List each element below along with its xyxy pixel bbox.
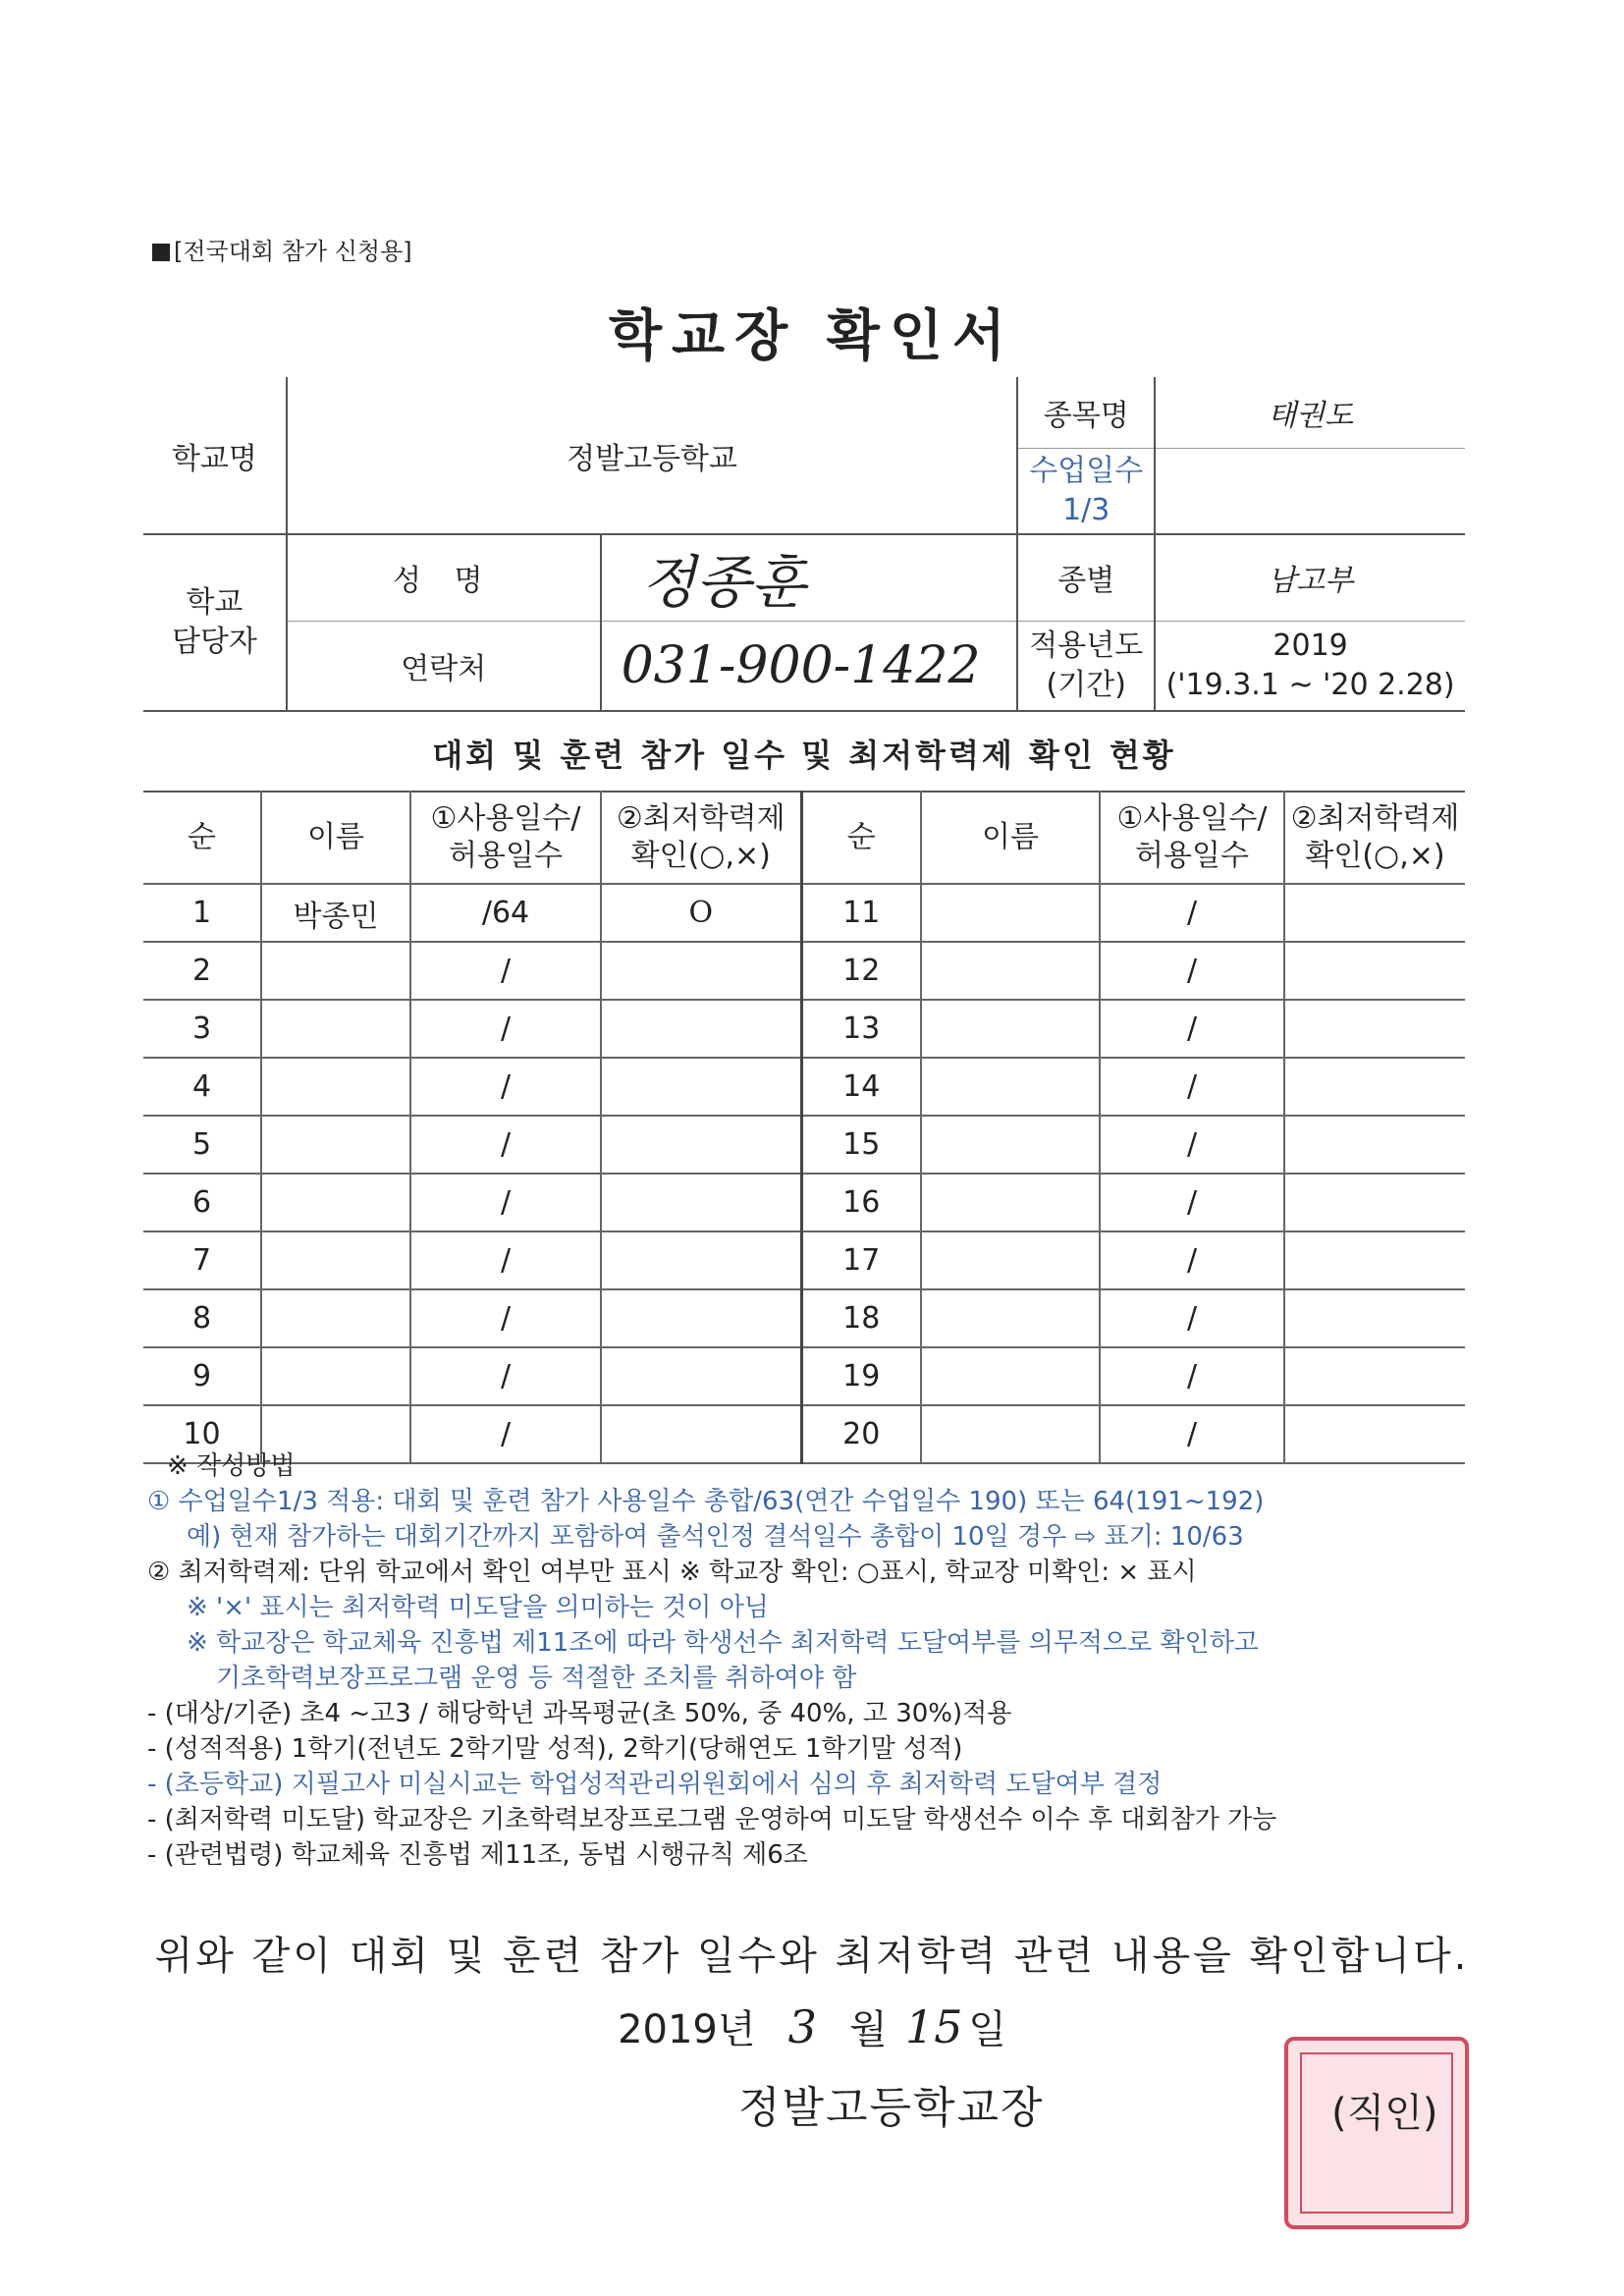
table-row bbox=[143, 942, 1465, 1000]
row-check bbox=[601, 1347, 801, 1405]
table-row bbox=[143, 1231, 1465, 1289]
row-no: 6 bbox=[143, 1174, 261, 1231]
table-row bbox=[143, 1289, 1465, 1347]
row-days-right: / bbox=[1100, 1116, 1284, 1174]
manager-label-2: 담당자 bbox=[171, 625, 257, 659]
row-name bbox=[261, 1174, 410, 1231]
row-no-right: 18 bbox=[801, 1289, 921, 1347]
table-row bbox=[143, 884, 1465, 942]
header-name-right: 이름 bbox=[921, 792, 1100, 884]
row-no: 3 bbox=[143, 1000, 261, 1058]
closing-statement: 위와 같이 대회 및 훈련 참가 일수와 최저학력 관련 내용을 확인합니다. bbox=[154, 1934, 1470, 1979]
row-days-right: / bbox=[1100, 1058, 1284, 1116]
row-no: 2 bbox=[143, 942, 261, 1000]
row-no: 5 bbox=[143, 1116, 261, 1174]
sport-label: 종목명 bbox=[1017, 377, 1155, 448]
row-days-right: / bbox=[1100, 1174, 1284, 1231]
row-days: / bbox=[410, 1347, 601, 1405]
name-label: 성 명 bbox=[287, 534, 601, 621]
row-check bbox=[601, 1116, 801, 1174]
note-line: ② 최저학력제: 단위 학교에서 확인 여부만 표시 ※ 학교장 확인: ○표시, 학교장 미확인: × 표시 bbox=[147, 1558, 1197, 1587]
category-label: 종별 bbox=[1017, 534, 1155, 621]
row-name bbox=[261, 1000, 410, 1058]
date-month-label: 월 bbox=[848, 2007, 888, 2052]
row-check-right bbox=[1284, 1116, 1465, 1174]
row-name: 박종민 bbox=[261, 884, 410, 942]
row-no-right: 15 bbox=[801, 1116, 921, 1174]
row-name-right bbox=[921, 1231, 1100, 1289]
days-value: 1/3 bbox=[1062, 492, 1110, 527]
row-check-right bbox=[1284, 1289, 1465, 1347]
manager-label bbox=[143, 534, 287, 711]
row-days: / bbox=[410, 1000, 601, 1058]
row-name bbox=[261, 1116, 410, 1174]
row-no: 7 bbox=[143, 1231, 261, 1289]
row-check bbox=[601, 942, 801, 1000]
row-name-right bbox=[921, 1289, 1100, 1347]
row-check bbox=[601, 1289, 801, 1347]
header-check-1: ②최저학력제 bbox=[616, 801, 785, 836]
row-check-right bbox=[1284, 1347, 1465, 1405]
row-check-right bbox=[1284, 1231, 1465, 1289]
header-days-2: 허용일수 bbox=[449, 839, 563, 873]
table-row bbox=[143, 1058, 1465, 1116]
contact-label: 연락처 bbox=[287, 621, 601, 711]
note-line: ※ 학교장은 학교체육 진흥법 제11조에 따라 학생선수 최저학력 도달여부를 의무적으로 확인하고 bbox=[187, 1628, 1259, 1658]
row-no-right: 17 bbox=[801, 1231, 921, 1289]
name-value: 정종훈 bbox=[601, 534, 1018, 621]
school-label: 학교명 bbox=[143, 377, 287, 534]
days-cell bbox=[1017, 448, 1155, 534]
header-days-2-right: 허용일수 bbox=[1135, 839, 1249, 873]
row-days-right: / bbox=[1100, 1000, 1284, 1058]
year-period: ('19.3.1 ~ '20 2.28) bbox=[1165, 667, 1455, 702]
table-row bbox=[143, 1174, 1465, 1231]
form-tag bbox=[152, 232, 412, 266]
row-no-right: 14 bbox=[801, 1058, 921, 1116]
days-empty bbox=[1155, 448, 1465, 534]
year-cell bbox=[1155, 621, 1465, 711]
roster-header bbox=[143, 792, 1465, 884]
square-icon bbox=[152, 244, 170, 261]
table-row bbox=[143, 1116, 1465, 1174]
year-label-2: (기간) bbox=[1046, 667, 1126, 702]
header-check-right bbox=[1284, 792, 1465, 884]
header-check-1-right: ②최저학력제 bbox=[1290, 801, 1460, 836]
note-line: ① 수업일수1/3 적용: 대회 및 훈련 참가 사용일수 총합/63(연간 수업일수 190) 또는 64(191~192) bbox=[147, 1487, 1265, 1516]
row-name bbox=[261, 1231, 410, 1289]
header-check-2: 확인(○,×) bbox=[630, 839, 771, 873]
category-value: 남고부 bbox=[1155, 534, 1465, 621]
row-days: / bbox=[410, 1116, 601, 1174]
row-no: 9 bbox=[143, 1347, 261, 1405]
row-days-right: / bbox=[1100, 1231, 1284, 1289]
row-no-right: 11 bbox=[801, 884, 921, 942]
note-line: ※ 작성방법 bbox=[167, 1451, 296, 1481]
year-label bbox=[1017, 621, 1155, 711]
header-days-right bbox=[1100, 792, 1284, 884]
row-no-right: 19 bbox=[801, 1347, 921, 1405]
principal-name: 정발고등학교장 bbox=[738, 2083, 1045, 2133]
note-line: - (성적적용) 1학기(전년도 2학기말 성적), 2학기(당해연도 1학기말 성적) bbox=[147, 1734, 963, 1764]
table-row bbox=[143, 1000, 1465, 1058]
note-line: - (관련법령) 학교체육 진흥법 제11조, 동법 시행규칙 제6조 bbox=[147, 1840, 808, 1870]
date-month: 3 bbox=[787, 2000, 817, 2053]
row-days-right: / bbox=[1100, 1347, 1284, 1405]
section-subtitle: 대회 및 훈련 참가 일수 및 최저학력제 확인 현황 bbox=[432, 737, 1176, 774]
row-check bbox=[601, 1000, 801, 1058]
header-no-right: 순 bbox=[801, 792, 921, 884]
header-days-1: ①사용일수/ bbox=[430, 801, 581, 836]
row-name-right bbox=[921, 1116, 1100, 1174]
row-check-right bbox=[1284, 942, 1465, 1000]
page-title: 학교장 확인서 bbox=[608, 304, 1016, 368]
manager-label-1: 학교 bbox=[186, 585, 244, 620]
row-days: / bbox=[410, 1231, 601, 1289]
note-line: - (최저학력 미도달) 학교장은 기초학력보장프로그램 운영하여 미도달 학생선수 이수 후 대회참가 가능 bbox=[147, 1805, 1277, 1834]
row-name-right bbox=[921, 1000, 1100, 1058]
row-name-right bbox=[921, 1174, 1100, 1231]
row-days: / bbox=[410, 1058, 601, 1116]
roster-table bbox=[143, 791, 1465, 1464]
date-day-label: 일 bbox=[968, 2007, 1006, 2052]
row-days: / bbox=[410, 1174, 601, 1231]
row-check-right bbox=[1284, 884, 1465, 942]
notes-section bbox=[147, 1449, 1522, 1873]
note-line: - (초등학교) 지필고사 미실시교는 학업성적관리위원회에서 심의 후 최저학력 도달여부 결정 bbox=[147, 1770, 1163, 1799]
row-name bbox=[261, 1289, 410, 1347]
row-check: O bbox=[601, 884, 801, 942]
row-days: /64 bbox=[410, 884, 601, 942]
row-check-right bbox=[1284, 1000, 1465, 1058]
header-name: 이름 bbox=[261, 792, 410, 884]
header-no: 순 bbox=[143, 792, 261, 884]
row-name bbox=[261, 1347, 410, 1405]
note-line: 기초학력보장프로그램 운영 등 적절한 조치를 취하여야 함 bbox=[216, 1664, 857, 1693]
header-check-2-right: 확인(○,×) bbox=[1305, 839, 1445, 873]
row-days-right: / bbox=[1100, 1289, 1284, 1347]
row-check bbox=[601, 1231, 801, 1289]
row-days: / bbox=[410, 1405, 601, 1463]
row-name-right bbox=[921, 884, 1100, 942]
row-check bbox=[601, 1174, 801, 1231]
row-days-right: / bbox=[1100, 1405, 1284, 1463]
row-no: 1 bbox=[143, 884, 261, 942]
row-name bbox=[261, 942, 410, 1000]
year-value: 2019 bbox=[1272, 628, 1348, 663]
row-name bbox=[261, 1058, 410, 1116]
contact-value: 031-900-1422 bbox=[601, 621, 1018, 711]
table-row bbox=[143, 1347, 1465, 1405]
row-check-right bbox=[1284, 1058, 1465, 1116]
row-no-right: 13 bbox=[801, 1000, 921, 1058]
header-check bbox=[601, 792, 801, 884]
row-no: 8 bbox=[143, 1289, 261, 1347]
seal-label: (직인) bbox=[1331, 2091, 1438, 2136]
row-days: / bbox=[410, 1289, 601, 1347]
row-days: / bbox=[410, 942, 601, 1000]
row-no-right: 16 bbox=[801, 1174, 921, 1231]
sport-value: 태권도 bbox=[1155, 377, 1465, 448]
days-label: 수업일수 bbox=[1029, 453, 1144, 488]
row-no: 10 bbox=[143, 1405, 261, 1463]
row-check-right bbox=[1284, 1174, 1465, 1231]
row-days-right: / bbox=[1100, 942, 1284, 1000]
row-name-right bbox=[921, 942, 1100, 1000]
info-table bbox=[143, 377, 1465, 712]
header-days-1-right: ①사용일수/ bbox=[1116, 801, 1268, 836]
date-day: 15 bbox=[905, 2000, 963, 2053]
year-label-1: 적용년도 bbox=[1029, 628, 1144, 663]
row-days-right: / bbox=[1100, 884, 1284, 942]
note-line: - (대상/기준) 초4 ~고3 / 해당학년 과목평균(초 50%, 중 40%, 고 30%)적용 bbox=[147, 1699, 1012, 1728]
note-line: ※ '×' 표시는 최저학력 미도달을 의미하는 것이 아님 bbox=[187, 1593, 769, 1622]
date-year: 2019년 bbox=[618, 2007, 756, 2052]
row-name-right bbox=[921, 1058, 1100, 1116]
row-no: 4 bbox=[143, 1058, 261, 1116]
form-tag-text: [전국대회 참가 신청용] bbox=[174, 238, 412, 265]
school-name: 정발고등학교 bbox=[287, 377, 1016, 534]
row-no-right: 20 bbox=[801, 1405, 921, 1463]
header-days bbox=[410, 792, 601, 884]
row-no-right: 12 bbox=[801, 942, 921, 1000]
row-name-right bbox=[921, 1347, 1100, 1405]
note-line: 예) 현재 참가하는 대회기간까지 포함하여 출석인정 결석일수 총합이 10일 경우 ⇨ 표기: 10/63 bbox=[187, 1522, 1244, 1552]
row-check bbox=[601, 1058, 801, 1116]
